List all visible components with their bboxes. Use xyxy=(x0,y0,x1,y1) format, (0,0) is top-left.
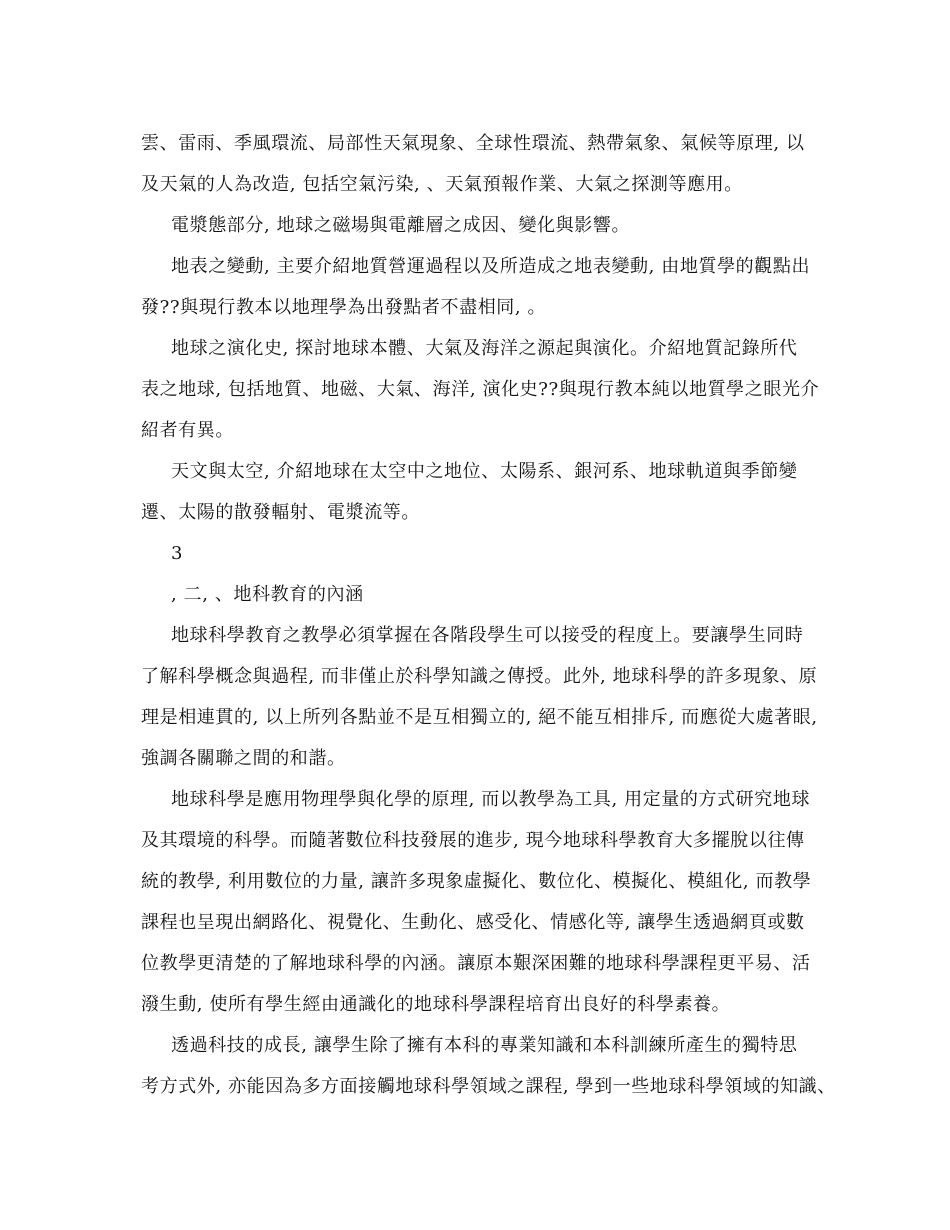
text-line: 位教學更清楚的了解地球科學的內涵。讓原本艱深困難的地球科學課程更平易、活 xyxy=(141,953,811,974)
section-heading: , 二, 、地科教育的內涵 xyxy=(171,584,364,605)
text-line: 統的教學, 利用數位的力量, 讓許多現象虛擬化、數位化、模擬化、模組化, 而教學 xyxy=(141,871,812,892)
text-line: 課程也呈現出網路化、視覺化、生動化、感受化、情感化等, 讓學生透過網頁或數 xyxy=(141,912,805,933)
paragraph-start-line: 地表之變動, 主要介紹地質營運過程以及所造成之地表變動, 由地質學的觀點出 xyxy=(171,256,811,277)
paragraph-start-line: 地球之演化史, 探討地球本體、大氣及海洋之源起與演化。介紹地質記錄所代 xyxy=(171,338,798,359)
text-line: 了解科學概念與過程, 而非僅止於科學知識之傳授。此外, 地球科學的許多現象、原 xyxy=(141,666,818,687)
paragraph-start-line: 電漿態部分, 地球之磁場與電離層之成因、變化與影響。 xyxy=(171,215,631,236)
text-line: 雲、雷雨、季風環流、局部性天氣現象、全球性環流、熱帶氣象、氣候等原理, 以 xyxy=(141,133,805,154)
text-line: 表之地球, 包括地質、地磁、大氣、海洋, 演化史??與現行教本純以地質學之眼光介 xyxy=(141,379,820,400)
text-line: 及其環境的科學。而隨著數位科技發展的進步, 現今地球科學教育大多擺脫以往傳 xyxy=(141,830,805,851)
text-line: 考方式外, 亦能因為多方面接觸地球科學領域之課程, 學到一些地球科學領域的知識、 xyxy=(141,1076,836,1097)
text-line: 理是相連貫的, 以上所列各點並不是互相獨立的, 絕不能互相排斥, 而應從大處著眼, xyxy=(141,707,818,728)
text-line: 發??與現行教本以地理學為出發點者不盡相同, 。 xyxy=(141,297,547,318)
page-number: 3 xyxy=(171,543,184,564)
paragraph-start-line: 透過科技的成長, 讓學生除了擁有本科的專業知識和本科訓練所產生的獨特思 xyxy=(171,1035,798,1056)
text-line: 強調各關聯之間的和諧。 xyxy=(141,748,346,769)
text-line: 遷、太陽的散發輻射、電漿流等。 xyxy=(141,502,420,523)
paragraph-start-line: 地球科學教育之教學必須掌握在各階段學生可以接受的程度上。要讓學生同時 xyxy=(171,625,804,646)
text-line: 潑生動, 使所有學生經由通識化的地球科學課程培育出良好的科學素養。 xyxy=(141,994,731,1015)
paragraph-start-line: 地球科學是應用物理學與化學的原理, 而以教學為工具, 用定量的方式研究地球 xyxy=(171,789,811,810)
paragraph-start-line: 天文與太空, 介紹地球在太空中之地位、太陽系、銀河系、地球軌道與季節變 xyxy=(171,461,798,482)
text-line: 紹者有異。 xyxy=(141,420,234,441)
text-line: 及天氣的人為改造, 包括空氣污染, 、天氣預報作業、大氣之探測等應用。 xyxy=(141,174,743,195)
